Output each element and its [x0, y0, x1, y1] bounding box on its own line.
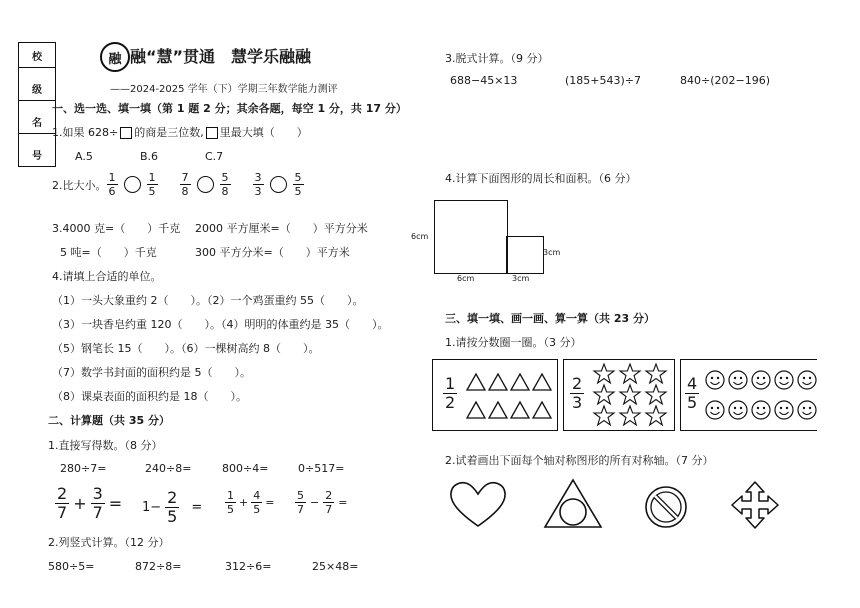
- section3-title: 三、填一填、画一画、算一算（共 23 分）: [445, 312, 655, 325]
- exam-subtitle: ——2024-2025 学年（下）学期三年数学能力测评: [110, 84, 338, 95]
- fraction: $\frac{5}{5}$: [294, 171, 302, 198]
- calc-item: 280÷7=: [60, 462, 107, 475]
- fraction-panel-smileys: [680, 359, 817, 431]
- fraction: $\frac{7}{8}$: [181, 171, 189, 198]
- school-logo: 融: [100, 42, 130, 72]
- frac-calc-c: $\frac{1}{5}$ + $\frac{4}{5}$ =: [227, 489, 275, 516]
- panel-fraction: $\frac{4}{5}$: [687, 374, 698, 412]
- q3-line2a: 5 吨=（ ）千克: [60, 246, 157, 259]
- q4-line: （7）数学书封面的面积约是 5（ ）。: [52, 366, 251, 379]
- four-arrows-icon: [730, 480, 780, 530]
- q1-part-c: 里最大填（ ）: [219, 126, 308, 139]
- sidebar-label-number: 号: [32, 150, 42, 162]
- q3-line2b: 300 平方分米=（ ）平方米: [195, 246, 350, 259]
- fig-label-right: 3cm: [543, 248, 561, 257]
- vertical-calc-item: 312÷6=: [225, 560, 272, 573]
- q4-line: （8）课桌表面的面积约是 18（ ）。: [52, 390, 247, 403]
- vertical-calc-item: 25×48=: [312, 560, 359, 573]
- sidebar-label-class: 级: [19, 76, 55, 101]
- q3-line1b: 2000 平方厘米=（ ）平方分米: [195, 222, 368, 235]
- calc-item: 0÷517=: [298, 462, 345, 475]
- q4-figure-title: 4.计算下面图形的周长和面积。（6 分）: [445, 172, 637, 185]
- fig-label-left: 6cm: [411, 232, 429, 241]
- small-square-figure: [506, 236, 544, 274]
- q1-part-b: 的商是三位数,: [134, 126, 204, 139]
- sidebar-label-school: 校: [19, 43, 55, 68]
- q3-step-title: 3.脱式计算。（9 分）: [445, 52, 549, 65]
- circle-fraction-title: 1.请按分数圈一圈。（3 分）: [445, 336, 582, 349]
- q4-line: （1）一头大象重约 2（ ）。（2）一个鸡蛋重约 55（ ）。: [52, 294, 364, 307]
- star-icons: [592, 363, 670, 427]
- fraction: $\frac{3}{3}$: [254, 171, 262, 198]
- q2-label: 2.比大小。: [52, 178, 107, 192]
- q4-line: （5）钢笔长 15（ ）。（6）一棵树高约 8（ ）。: [52, 342, 320, 355]
- student-info-box: [18, 42, 56, 167]
- exam-title: 融“慧”贯通 慧学乐融融: [130, 47, 312, 66]
- fig-label-bottom2: 3cm: [512, 274, 530, 283]
- fraction: $\frac{1}{6}$: [108, 171, 116, 198]
- fraction: $\frac{5}{8}$: [221, 171, 229, 198]
- calc-q2-title: 2.列竖式计算。（12 分）: [48, 536, 170, 549]
- q1-part-a: 1.如果 628÷: [52, 126, 119, 139]
- frac-calc-b: 1− $\frac{2}{5}$ =: [142, 488, 203, 526]
- square-figure: [434, 200, 508, 274]
- sidebar-label-name: 名: [19, 109, 55, 134]
- frac-calc-d: $\frac{5}{7}$ − $\frac{2}{7}$ =: [297, 489, 348, 516]
- step-calc-item: 688−45×13: [450, 74, 518, 87]
- q3-line1a: 3.4000 克=（ ）千克: [52, 222, 181, 235]
- calc-item: 240÷8=: [145, 462, 192, 475]
- step-calc-item: 840÷(202−196): [680, 74, 771, 87]
- compare-circle[interactable]: [270, 176, 287, 193]
- panel-fraction: $\frac{2}{3}$: [572, 374, 583, 412]
- no-sign-icon: [643, 484, 689, 530]
- fraction: $\frac{1}{5}$: [148, 171, 156, 198]
- heart-icon: [448, 480, 508, 530]
- triangle-icons: [465, 364, 553, 426]
- q1-option-c: C.7: [205, 150, 224, 163]
- vertical-calc-item: 872÷8=: [135, 560, 182, 573]
- blank-square-icon: [120, 127, 132, 139]
- q4-title: 4.请填上合适的单位。: [52, 270, 162, 283]
- q4-line: （3）一块香皂约重 120（ ）。（4）明明的体重约是 35（ ）。: [52, 318, 389, 331]
- q1-option-a: A.5: [75, 150, 93, 163]
- calc-item: 800÷4=: [222, 462, 269, 475]
- calc-q1-title: 1.直接写得数。（8 分）: [48, 439, 163, 452]
- q1-text: [52, 124, 308, 140]
- fig-label-bottom1: 6cm: [457, 274, 475, 283]
- section1-title: 一、选一选、填一填（第 1 题 2 分；其余各题，每空 1 分，共 17 分）: [52, 102, 407, 115]
- q1-option-b: B.6: [140, 150, 159, 163]
- panel-fraction: $\frac{1}{2}$: [445, 374, 456, 412]
- step-calc-item: (185+543)÷7: [565, 74, 642, 87]
- frac-calc-a: $\frac{2}{7}$ + $\frac{3}{7}$ =: [57, 484, 123, 522]
- compare-circle[interactable]: [124, 176, 141, 193]
- blank-square-icon: [206, 127, 218, 139]
- fraction-panel-stars: [563, 359, 675, 431]
- smiley-icons: [703, 366, 817, 426]
- vertical-calc-item: 580÷5=: [48, 560, 95, 573]
- q2-compare-row: [52, 172, 304, 197]
- fraction-panel-triangles: [432, 359, 558, 431]
- compare-circle[interactable]: [197, 176, 214, 193]
- symmetry-title: 2.试着画出下面每个轴对称图形的所有对称轴。（7 分）: [445, 454, 714, 467]
- triangle-circle-icon: [543, 478, 603, 530]
- section2-title: 二、计算题（共 35 分）: [48, 414, 170, 427]
